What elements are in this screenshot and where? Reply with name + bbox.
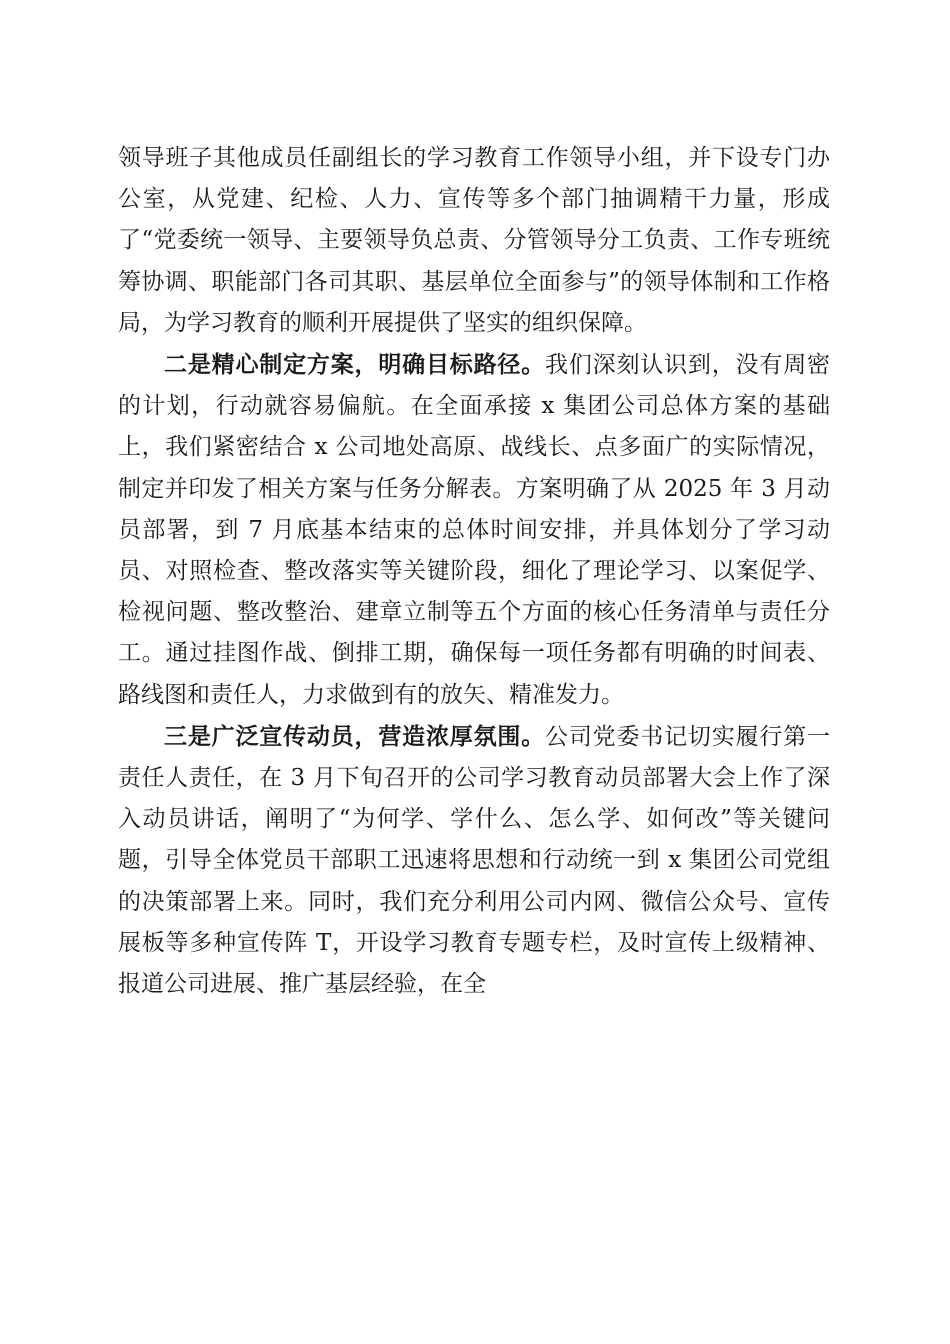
paragraph-2-body: 我们深刻认识到，没有周密的计划，行动就容易偏航。在全面承接 x 集团公司总体方案的基础上，我们紧密结合 x 公司地处高原、战线长、点多面广的实际情况，制定并印发了相关方案与任务分解表。方案明确了从 2025 年 3 月动员部署，到 7 月底基本结束的总体时间安排，并具体划分了学习动员、对照检查、整改落实等关键阶段，细化了理论学习、以案促学、检视问题、整改整治、建章立制等五个方面的核心任务清单与责任分工。通过挂图作战、倒排工期，确保每一项任务都有明确的时间表、路线图和责任人，力求做到有的放矢、精准发力。 [118, 352, 831, 708]
paragraph-2-lead: 二是精心制定方案，明确目标路径。 [164, 351, 546, 379]
document-body [118, 138, 830, 1005]
paragraph-3-lead: 三是广泛宣传动员，营造浓厚氛围。 [164, 722, 546, 750]
paragraph-3 [118, 716, 830, 1005]
paragraph-1-body: 领导班子其他成员任副组长的学习教育工作领导小组，并下设专门办公室，从党建、纪检、人力、宣传等多个部门抽调精干力量，形成了“党委统一领导、主要领导负总责、分管领导分工负责、工作专班统筹协调、职能部门各司其职、基层单位全面参与”的领导体制和工作格局，为学习教育的顺利开展提供了坚实的组织保障。 [118, 145, 830, 336]
paragraph-2 [118, 344, 830, 716]
paragraph-3-body: 公司党委书记切实履行第一责任人责任，在 3 月下旬召开的公司学习教育动员部署大会上作了深入动员讲话，阐明了“为何学、学什么、怎么学、如何改”等关键问题，引导全体党员干部职工迅速将思想和行动统一到 x 集团公司党组的决策部署上来。同时，我们充分利用公司内网、微信公众号、宣传展板等多种宣传阵 T，开设学习教育专题专栏，及时宣传上级精神、报道公司进展、推广基层经验，在全 [118, 723, 831, 998]
paragraph-1 [118, 138, 830, 344]
